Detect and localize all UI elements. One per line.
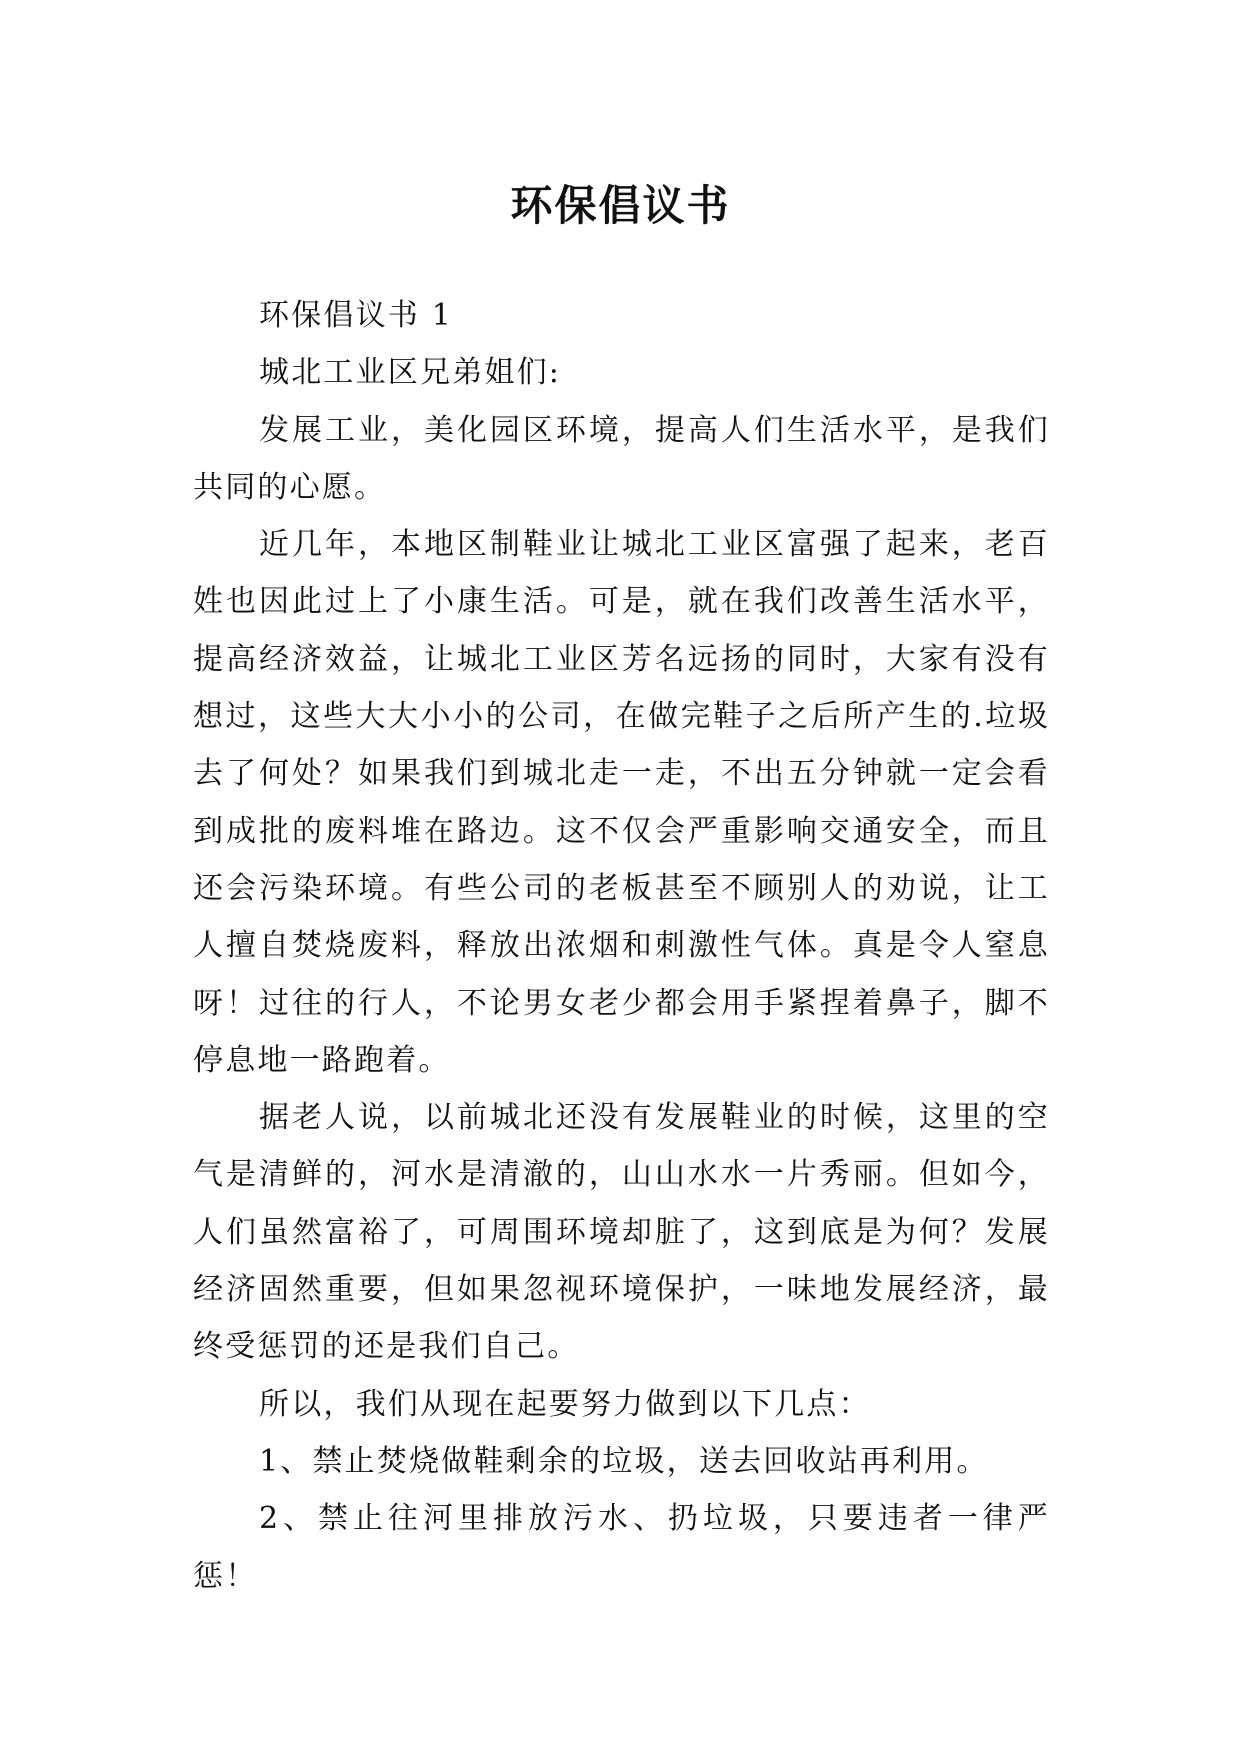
body-paragraph: 所以，我们从现在起要努力做到以下几点：: [259, 1386, 871, 1422]
section-heading: 环保倡议书 1: [259, 298, 454, 333]
body-paragraph: 近几年，本地区制鞋业让城北工业区富强了起来，老百姓也因此过上了小康生活。可是，就在我们改善生活水平，提高经济效益，让城北工业区芳名远扬的同时，大家有没有想过，这些大大小小的公司，在做完鞋子之后所产生的.垃圾去了何处？如果我们到城北走一走，不出五分钟就一定会看到成批的废料堆在路边。这不仅会严重影响交通安全，而且还会污染环境。有些公司的老板甚至不顾别人的劝说，让工人擅自焚烧废料，释放出浓烟和刺激性气体。真是令人窒息呀！过往的行人，不论男女老少都会用手紧捏着鼻子，脚不停息地一路跑着。: [193, 527, 1050, 1078]
body-paragraph: 据老人说，以前城北还没有发展鞋业的时候，这里的空气是清鲜的，河水是清澈的，山山水水一片秀丽。但如今，人们虽然富裕了，可周围环境却脏了，这到底是为何？发展经济固然重要，但如果忽视环境保护，一味地发展经济，最终受惩罚的还是我们自己。: [193, 1100, 1050, 1365]
page-title: 环保倡议书: [510, 181, 731, 231]
list-item: 2、禁止往河里排放污水、扔垃圾，只要违者一律严惩！: [193, 1501, 1050, 1594]
document-body: [193, 287, 1050, 1605]
list-item: 1、禁止焚烧做鞋剩余的垃圾，送去回收站再利用。: [259, 1443, 989, 1479]
salutation: 城北工业区兄弟姐们:: [259, 355, 562, 391]
body-paragraph: 发展工业，美化园区环境，提高人们生活水平，是我们共同的心愿。: [193, 412, 1050, 505]
